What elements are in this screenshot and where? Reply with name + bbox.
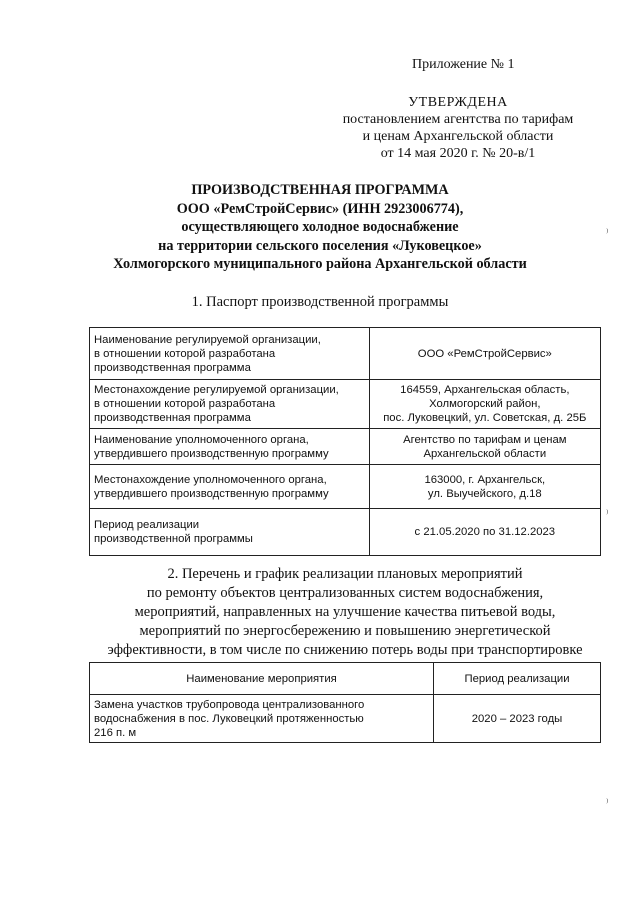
section2-heading <box>90 565 600 660</box>
heading-line: мероприятий по энергосбережению и повышению энергетической <box>139 623 551 639</box>
approval-block <box>330 94 586 162</box>
table-row <box>90 380 601 429</box>
label-line: в отношении которой разработана <box>94 398 276 410</box>
title-line: ПРОИЗВОДСТВЕННАЯ ПРОГРАММА <box>191 182 449 198</box>
label-line: в отношении которой разработана <box>94 347 276 360</box>
row-value <box>369 328 600 380</box>
label-line: Местонахождение регулируемой организации, <box>94 384 339 396</box>
label-line: Период реализации <box>94 519 200 531</box>
title-line: Холмогорского муниципального района Архангельской области <box>113 256 527 272</box>
value-line: пос. Луковецкий, ул. Советская, д. 25Б <box>383 412 587 424</box>
title-line: осуществляющего холодное водоснабжение <box>181 219 459 235</box>
value-line: ул. Выучейского, д.18 <box>427 487 542 500</box>
row-value <box>369 429 600 465</box>
approval-line: от 14 мая 2020 г. № 20-в/1 <box>380 146 536 161</box>
title-line: на территории сельского поселения «Луковецкое» <box>158 237 482 254</box>
label-line: производственная программа <box>94 412 251 424</box>
row-label <box>90 465 370 509</box>
value-line: ООО «РемСтройСервис» <box>417 347 552 360</box>
table-row <box>90 465 601 509</box>
value-line: с 21.05.2020 по 31.12.2023 <box>414 526 556 538</box>
approval-line: постановлением агентства по тарифам <box>342 112 574 127</box>
label-line: Местонахождение уполномоченного органа, <box>94 473 327 486</box>
row-value <box>369 509 600 556</box>
row-label <box>90 328 370 380</box>
column-header-period: Период реализации <box>434 663 601 695</box>
label-line: производственной программы <box>94 533 253 545</box>
approval-line: и ценам Архангельской области <box>362 129 554 144</box>
label-line: утвердившего производственную программу <box>94 487 329 500</box>
measure-name-line: 216 п. м <box>94 726 137 739</box>
measures-table <box>89 662 601 743</box>
measure-name-line: водоснабжения в пос. Луковецкий протяженностью <box>94 712 364 725</box>
column-header-name: Наименование мероприятия <box>90 663 434 695</box>
table-row <box>90 328 601 380</box>
table-row <box>90 509 601 556</box>
label-line: производственная программа <box>94 361 251 374</box>
table-row <box>90 695 601 743</box>
label-line: Наименование регулируемой организации, <box>94 333 321 346</box>
heading-line: эффективности, в том числе по снижению потерь воды при транспортировке <box>107 642 583 658</box>
row-label <box>90 429 370 465</box>
scan-artifact: ⁾ <box>606 798 609 809</box>
scan-artifact: ⁾ <box>606 509 609 520</box>
scan-artifact: ⁾ <box>606 228 609 239</box>
row-label <box>90 380 370 429</box>
appendix-label: Приложение № 1 <box>412 57 515 72</box>
table-row <box>90 429 601 465</box>
row-label <box>90 509 370 556</box>
measure-period: 2020 – 2023 годы <box>434 695 601 743</box>
value-line: Архангельской области <box>423 447 547 460</box>
value-line: 164559, Архангельская область, <box>400 384 570 396</box>
label-line: утвердившего производственную программу <box>94 447 329 460</box>
table-header-row <box>90 663 601 695</box>
value-line: Агентство по тарифам и ценам <box>403 433 567 446</box>
row-value <box>369 465 600 509</box>
approval-title: УТВЕРЖДЕНА <box>408 95 508 110</box>
row-value <box>369 380 600 429</box>
label-line: Наименование уполномоченного органа, <box>94 433 309 446</box>
value-line: 163000, г. Архангельск, <box>424 473 546 486</box>
heading-line: мероприятий, направленных на улучшение качества питьевой воды, <box>134 604 556 620</box>
measure-name-line: Замена участков трубопровода централизованного <box>94 698 365 711</box>
value-line: Холмогорский район, <box>429 398 541 410</box>
heading-line: 2. Перечень и график реализации плановых мероприятий <box>167 566 523 582</box>
heading-line: по ремонту объектов централизованных систем водоснабжения, <box>146 585 544 601</box>
passport-table <box>89 327 601 556</box>
section1-heading: 1. Паспорт производственной программы <box>191 294 449 310</box>
title-line: ООО «РемСтройСервис» (ИНН 2923006774), <box>176 200 464 217</box>
document-title <box>80 181 560 274</box>
measure-name <box>90 695 434 743</box>
